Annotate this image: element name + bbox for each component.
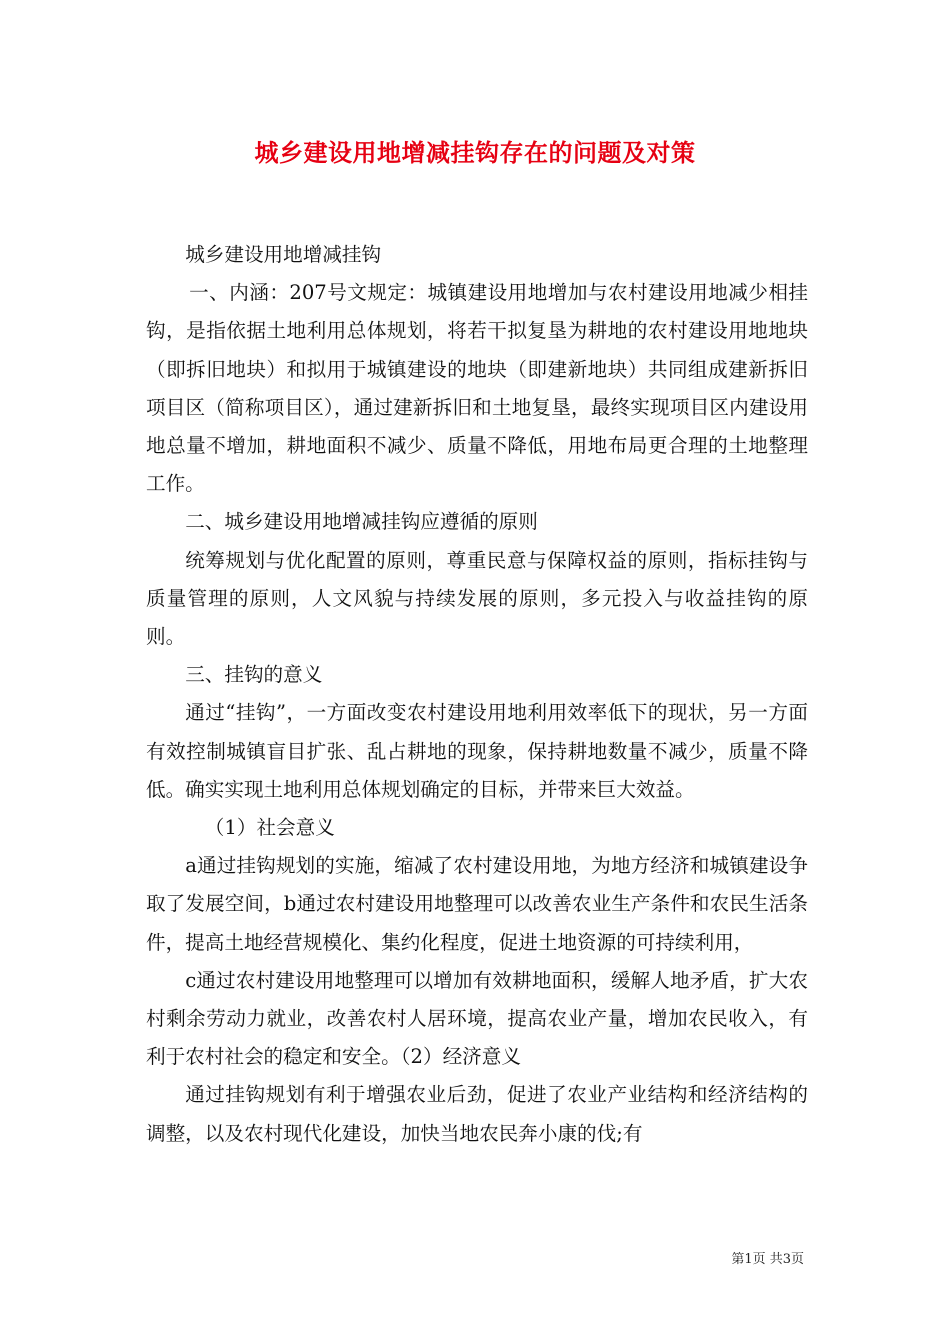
paragraph-economic: 通过挂钩规划有利于增强农业后劲，促进了农业产业结构和经济结构的调整，以及农村现代化建设，加快当地农民奔小康的伐;有 [146, 1083, 808, 1145]
paragraph-social-a-b: a通过挂钩规划的实施，缩减了农村建设用地，为地方经济和城镇建设争取了发展空间，b通过农村建设用地整理可以改善农业生产条件和农民生活条件，提高土地经营规模化、集约化程度，促进土地资源的可持续利用， [146, 854, 808, 954]
paragraph-social-c: c通过农村建设用地整理可以增加有效耕地面积，缓解人地矛盾，扩大农村剩余劳动力就业，改善农村人居环境，提高农业产量，增加农民收入，有利于农村社会的稳定和安全。（2）经济意义 [146, 968, 808, 1069]
paragraph-principles: 统筹规划与优化配置的原则，尊重民意与保障权益的原则，指标挂钩与质量管理的原则，人文风貌与持续发展的原则，多元投入与收益挂钩的原则。 [146, 548, 808, 649]
paragraph-subject: 城乡建设用地增减挂钩 [185, 243, 382, 266]
document-body [146, 236, 808, 1153]
section-heading-significance: 三、挂钩的意义 [185, 663, 323, 687]
page-number: 第1页 共3页 [731, 1252, 804, 1267]
paragraph-significance: 通过“挂钩”，一方面改变农村建设用地利用效率低下的现状，另一方面有效控制城镇盲目扩张、乱占耕地的现象，保持耕地数量不减少，质量不降低。确实实现土地利用总体规划确定的目标，并带来巨大效益。 [146, 701, 808, 801]
paragraph-definition: 一、内涵：207号文规定：城镇建设用地增加与农村建设用地减少相挂钩，是指依据土地利用总体规划，将若干拟复垦为耕地的农村建设用地地块（即拆旧地块）和拟用于城镇建设的地块（即建新地块）共同组成建新拆旧项目区（简称项目区），通过建新拆旧和土地复垦，最终实现项目区内建设用地总量不增加，耕地面积不减少、质量不降低，用地布局更合理的土地整理工作。 [146, 281, 808, 496]
document-title: 城乡建设用地增减挂钩存在的问题及对策 [254, 138, 696, 167]
subheading-social: （1）社会意义 [204, 816, 335, 840]
section-heading-principles: 二、城乡建设用地增减挂钩应遵循的原则 [185, 510, 538, 534]
